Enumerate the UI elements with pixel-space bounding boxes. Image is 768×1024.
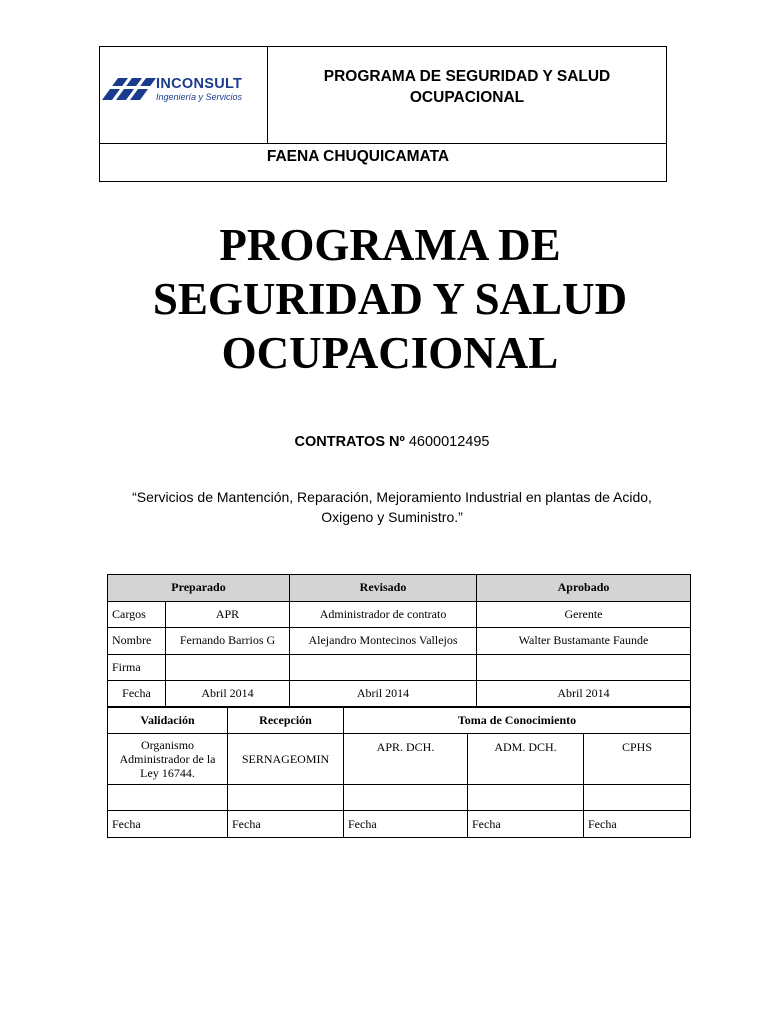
header-subtitle: FAENA CHUQUICAMATA — [100, 143, 666, 181]
cell-organismo: Organismo Administrador de la Ley 16744. — [108, 734, 228, 785]
table-row — [108, 681, 691, 708]
cell-signature — [584, 785, 691, 811]
table-row — [108, 811, 691, 838]
cell-approved: Gerente — [477, 601, 691, 628]
row-label: Fecha — [108, 681, 166, 708]
cell-apr-dch: APR. DCH. — [344, 734, 468, 785]
header-title-line1: PROGRAMA DE SEGURIDAD Y SALUD — [323, 68, 611, 85]
cell-signature — [228, 785, 344, 811]
cell-reviewed: Abril 2014 — [290, 681, 477, 708]
row-label: Nombre — [108, 628, 166, 655]
header-preparado: Preparado — [108, 575, 290, 602]
validation-table — [107, 706, 691, 838]
logo-tagline: Ingeniería y Servicios — [156, 92, 243, 102]
logo-name: INCONSULT — [156, 76, 243, 92]
cell-approved — [477, 654, 691, 681]
header-validacion: Validación — [108, 707, 228, 734]
cell-reviewed: Administrador de contrato — [290, 601, 477, 628]
cell-reviewed — [290, 654, 477, 681]
cell-cphs: CPHS — [584, 734, 691, 785]
cell-prepared: APR — [166, 601, 290, 628]
contract-value: 4600012495 — [408, 434, 490, 450]
table-row — [108, 601, 691, 628]
table-row — [108, 628, 691, 655]
cell-approved: Abril 2014 — [477, 681, 691, 708]
header-aprobado: Aprobado — [477, 575, 691, 602]
cell-fecha: Fecha — [468, 811, 584, 838]
cell-reviewed: Alejandro Montecinos Vallejos — [290, 628, 477, 655]
cell-signature — [344, 785, 468, 811]
contract-label: CONTRATOS Nº — [294, 434, 405, 450]
table-row — [108, 785, 691, 811]
cell-fecha: Fecha — [344, 811, 468, 838]
row-label: Firma — [108, 654, 166, 681]
contract-number — [0, 434, 768, 450]
cell-prepared — [166, 654, 290, 681]
page-title-line2: SEGURIDAD Y SALUD — [152, 274, 628, 324]
logo-cell — [100, 47, 268, 143]
inconsult-logo-icon — [102, 76, 156, 100]
cell-sernageomin: SERNAGEOMIN — [228, 734, 344, 785]
service-line2: Oxigeno y Suministro.” — [321, 509, 463, 525]
header-title-line2: OCUPACIONAL — [409, 89, 525, 106]
approval-table-header — [108, 575, 691, 602]
service-description — [100, 487, 684, 527]
page-title-line3: OCUPACIONAL — [221, 328, 559, 378]
header-revisado: Revisado — [290, 575, 477, 602]
table-row — [108, 734, 691, 785]
cell-prepared: Abril 2014 — [166, 681, 290, 708]
cell-approved: Walter Bustamante Faunde — [477, 628, 691, 655]
validation-table-header — [108, 707, 691, 734]
header-recepcion: Recepción — [228, 707, 344, 734]
cell-fecha: Fecha — [228, 811, 344, 838]
table-row — [108, 654, 691, 681]
cell-adm-dch: ADM. DCH. — [468, 734, 584, 785]
header-title — [268, 47, 666, 143]
cell-signature — [468, 785, 584, 811]
cell-signature — [108, 785, 228, 811]
cell-fecha: Fecha — [108, 811, 228, 838]
document-header — [99, 46, 667, 182]
header-toma-conocimiento: Toma de Conocimiento — [344, 707, 691, 734]
approval-table — [107, 574, 691, 708]
row-label: Cargos — [108, 601, 166, 628]
service-line1: “Servicios de Mantención, Reparación, Mejoramiento Industrial en plantas de Acido, — [132, 489, 652, 505]
cell-fecha: Fecha — [584, 811, 691, 838]
page-title-line1: PROGRAMA DE — [219, 220, 561, 270]
cell-prepared: Fernando Barrios G — [166, 628, 290, 655]
page-title — [0, 218, 768, 380]
